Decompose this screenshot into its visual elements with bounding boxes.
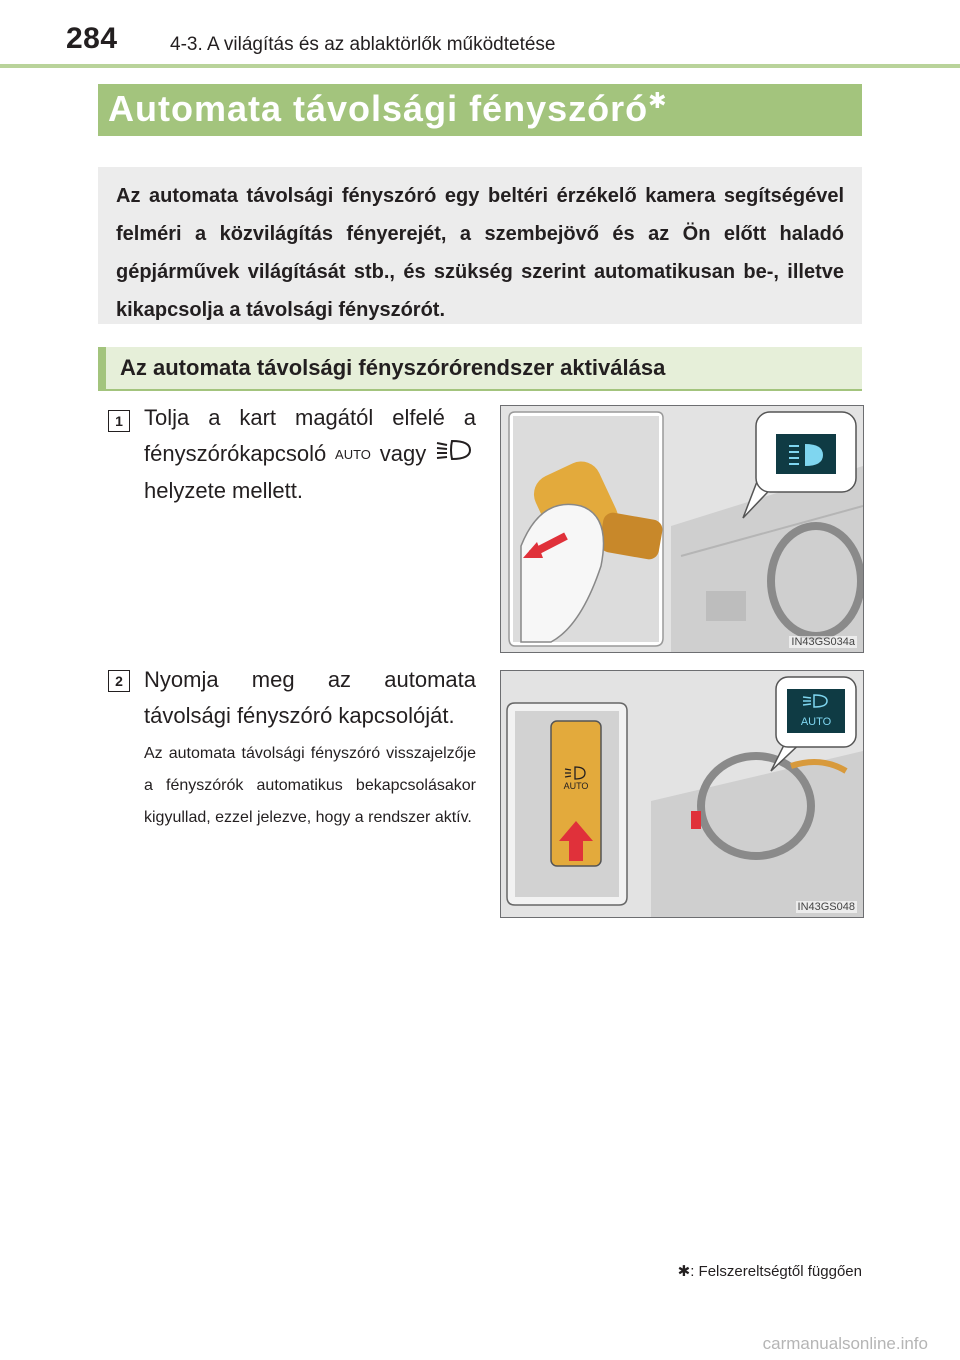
- low-beam-icon: [434, 437, 476, 473]
- auto-icon-label: AUTO: [335, 447, 371, 463]
- header-divider: [0, 64, 960, 68]
- switch-illustration: [501, 671, 863, 917]
- watermark: carmanualsonline.info: [762, 1334, 928, 1353]
- subsection-title-bar: [98, 347, 862, 389]
- figure-1-code: IN43GS034a: [791, 636, 855, 648]
- lever-illustration: [501, 406, 863, 652]
- step-1-text-middle: vagy: [379, 441, 427, 466]
- intro-box: [98, 167, 862, 324]
- subsection-underline: [98, 389, 862, 391]
- step-2-text: Nyomja meg az automata távolsági fényszóró kapcsolóját.: [144, 667, 476, 728]
- intro-text: Az automata távolsági fényszóró egy beltéri érzékelő kamera segítségével felméri a közvilágítás fényerejét, a szembejövő és az Ön előtt haladó gépjárművek világítását stb., és szükség szerint automatikusan be-, illetve kikapcsolja a távolsági fényszórót.: [116, 185, 844, 321]
- figure-2-code: IN43GS048: [797, 901, 855, 913]
- step-1-number: 1: [108, 410, 130, 432]
- footnote-text: : Felszereltségtől függően: [690, 1263, 862, 1280]
- step-1-text-before: Tolja a kart magától elfelé a fényszórókapcsoló: [144, 405, 476, 466]
- section-title: [108, 88, 668, 130]
- footnote-marker: ✱: [677, 1263, 691, 1280]
- indicator-auto-label: AUTO: [800, 716, 832, 728]
- auto-switch-label: AUTO: [563, 781, 589, 791]
- step-1-text-after: helyzete mellett.: [144, 478, 303, 504]
- subsection-title: Az automata távolsági fényszórórendszer aktiválása: [120, 355, 666, 380]
- step-1-text: [144, 400, 476, 509]
- figure-auto-switch: [500, 670, 864, 918]
- footnote: [678, 1262, 862, 1280]
- step-2-note: Az automata távolsági fényszóró visszajelzője a fényszórók automatikus bekapcsolásakor kigyullad, ezzel jelezve, hogy a rendszer aktív.: [144, 745, 476, 826]
- section-title-bar: [98, 84, 862, 136]
- section-title-label: Automata távolsági fényszóró: [108, 88, 649, 129]
- figure-lever: [500, 405, 864, 653]
- page-number: 284: [66, 22, 118, 55]
- optional-equipment-marker: ✱: [648, 88, 668, 113]
- auto-headlight-icon: [334, 437, 372, 473]
- chapter-title: 4-3. A világítás és az ablaktörlők működtetése: [170, 34, 556, 55]
- step-2-number: 2: [108, 670, 130, 692]
